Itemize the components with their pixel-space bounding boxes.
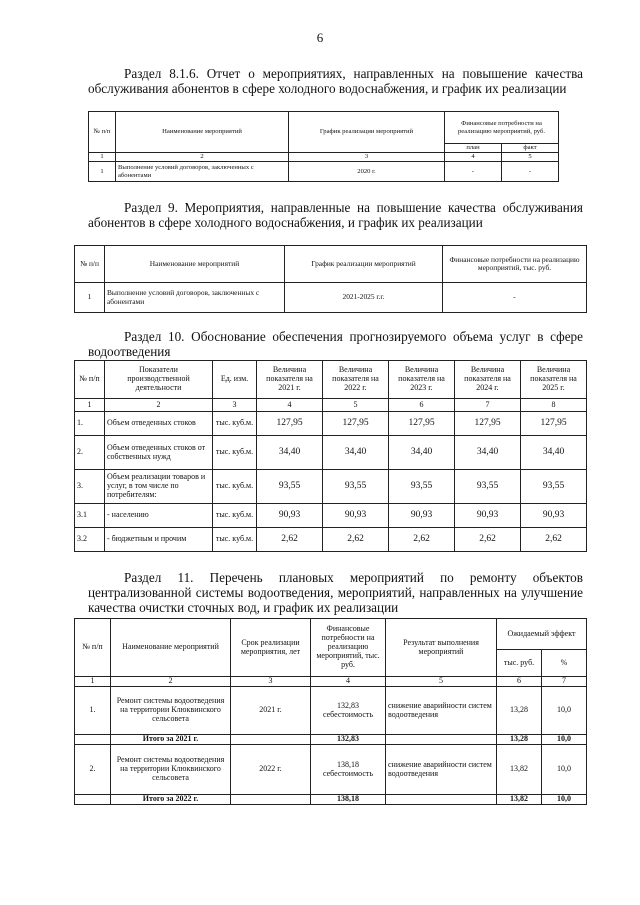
table-row: 2. Объем отведенных стоков от собственных нужд тыс. куб.м. 34,40 34,40 34,40 34,40 34,40 [75, 436, 587, 470]
table-section-8-1-6 [88, 111, 559, 182]
col-header-name: Наименование мероприятий [111, 619, 231, 677]
col-header-finance: Финансовые потребности на реализацию мероприятий, руб. [445, 112, 559, 144]
table-section-11 [74, 618, 587, 805]
col-header-schedule: График реализации мероприятий [285, 246, 443, 283]
section-8-1-6-title: Раздел 8.1.6. Отчет о мероприятиях, направленных на повышение качества обслуживания абонентов в сфере холодного водоснабжения, и график их реализации [88, 66, 583, 96]
col-header-effect: Ожидаемый эффект [497, 619, 587, 650]
table-row: 1. Объем отведенных стоков тыс. куб.м. 127,95 127,95 127,95 127,95 127,95 [75, 412, 587, 436]
col-header-num: № п/п [75, 619, 111, 677]
total-row: Итого за 2022 г. 138,18 13,82 10,0 [75, 795, 587, 805]
col-header-name: Наименование мероприятий [116, 112, 289, 153]
table-row: 3. Объем реализации товаров и услуг, в том числе по потребителям: тыс. куб.м. 93,55 93,55 93,55 93,55 93,55 [75, 470, 587, 504]
col-header-effect-abs: тыс. руб. [497, 650, 542, 677]
section-10-title: Раздел 10. Обоснование обеспечения прогнозируемого объема услуг в сфере водоотведения [88, 329, 583, 359]
col-header-2022: Величина показателя на 2022 г. [323, 361, 389, 399]
col-header-2021: Величина показателя на 2021 г. [257, 361, 323, 399]
col-header-effect-pct: % [542, 650, 587, 677]
col-header-indicator: Показатели производственной деятельности [105, 361, 213, 399]
col-header-term: Срок реализации мероприятия, лет [231, 619, 311, 677]
col-header-name: Наименование мероприятий [105, 246, 285, 283]
col-header-plan: план [445, 144, 502, 153]
col-header-unit: Ед. изм. [213, 361, 257, 399]
col-header-num: № п/п [75, 361, 105, 399]
index-row: 1 2 3 4 5 [89, 153, 559, 162]
col-header-2023: Величина показателя на 2023 г. [389, 361, 455, 399]
table-row: 1. Ремонт системы водоотведения на территории Клюквинского сельсовета 2021 г. 132,83 себестоимость снижение аварийности систем водоотведения 13,28 10,0 [75, 687, 587, 735]
col-header-2024: Величина показателя на 2024 г. [455, 361, 521, 399]
col-header-result: Результат выполнения мероприятий [386, 619, 497, 677]
col-header-finance: Финансовые потребности на реализацию мероприятий, тыс. руб. [311, 619, 386, 677]
index-row: 1 2 3 4 5 6 7 8 [75, 399, 587, 412]
table-row: 2. Ремонт системы водоотведения на территории Клюквинского сельсовета 2022 г. 138,18 себестоимость снижение аварийности систем водоотведения 13,82 10,0 [75, 745, 587, 795]
col-header-2025: Величина показателя на 2025 г. [521, 361, 587, 399]
table-section-10 [74, 360, 587, 552]
table-row: 3.2 - бюджетным и прочим тыс. куб.м. 2,62 2,62 2,62 2,62 2,62 [75, 528, 587, 552]
page-number: 6 [316, 30, 324, 45]
table-row: 1 Выполнение условий договоров, заключенных с абонентами 2020 г. - - [89, 162, 559, 182]
col-header-num: № п/п [75, 246, 105, 283]
col-header-schedule: График реализации мероприятий [289, 112, 445, 153]
index-row: 1 2 3 4 5 6 7 [75, 677, 587, 687]
col-header-finance: Финансовые потребности на реализацию мероприятий, тыс. руб. [443, 246, 587, 283]
total-row: Итого за 2021 г. 132,83 13,28 10,0 [75, 735, 587, 745]
section-9-title: Раздел 9. Мероприятия, направленные на повышение качества обслуживания абонентов в сфере холодного водоснабжения, и график их реализации [88, 200, 583, 230]
section-11-title: Раздел 11. Перечень плановых мероприятий по ремонту объектов централизованной системы водоотведения, мероприятий, направленных на улучшение качества очистки сточных вод, и график их реализации [88, 570, 583, 615]
table-row: 1 Выполнение условий договоров, заключенных с абонентами 2021-2025 г.г. - [75, 283, 587, 313]
col-header-num: № п/п [89, 112, 116, 153]
table-row: 3.1 - населению тыс. куб.м. 90,93 90,93 90,93 90,93 90,93 [75, 504, 587, 528]
col-header-fact: факт [502, 144, 559, 153]
table-section-9 [74, 245, 587, 313]
